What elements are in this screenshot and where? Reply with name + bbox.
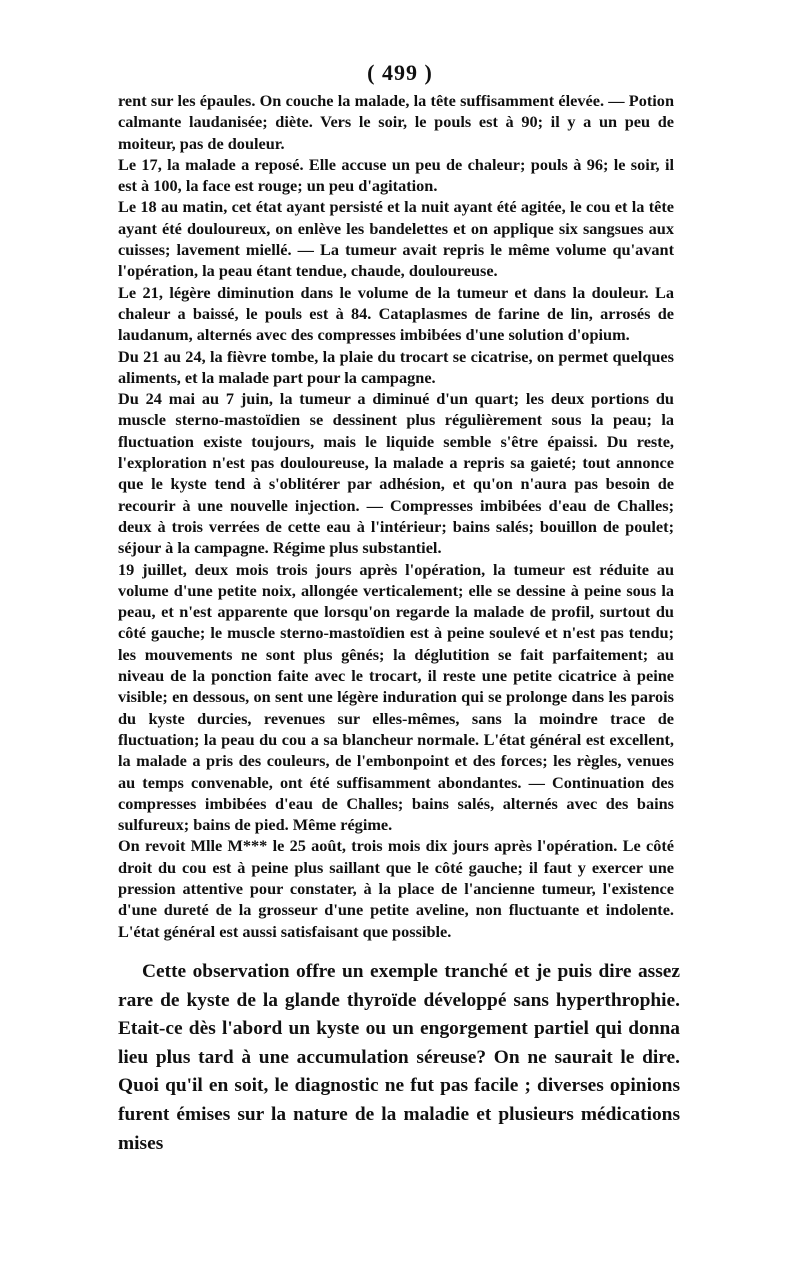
commentary-paragraph: Cette observation offre un exemple tranché et je puis dire assez rare de kyste de la glande thyroïde développé sans hyperthrophie. Etait-ce dès l'abord un kyste ou un engorgement partiel qui donna lieu plus tard à une accumulation séreuse? On ne saurait le dire. Quoi qu'il en soit, le diagnostic ne fut pas facile ; diverses opinions furent émises sur la nature de la maladie et plusieurs médications mises — [118, 961, 680, 1154]
obs-paragraph-day-18: Le 18 au matin, cet état ayant persisté et la nuit ayant été agitée, le cou et la tête ayant été douloureux, on enlève les bandelettes et on applique six sangsues aux cuisses; lavement miellé. — La tumeur avait repris le même volume qu'avant l'opération, la peau étant tendue, chaude, douloureuse. — [118, 197, 674, 281]
obs-paragraph-day-21: Le 21, légère diminution dans le volume de la tumeur et dans la douleur. La chaleur a baissé, le pouls est à 84. Cataplasmes de farine de lin, arrosés de laudanum, alternés avec des compresses imbibées d'une solution d'opium. — [118, 282, 674, 345]
obs-paragraph-july-19: 19 juillet, deux mois trois jours après l'opération, la tumeur est réduite au volume d'une petite noix, allongée verticalement; elle se dessine à peine sous la peau, et n'est apparente que lorsqu'on regarde la malade de profil, surtout du côté gauche; le muscle sterno-mastoïdien est à peine soulevé et n'est pas tendu; les mouvements ne sont plus gênés; la déglutition se fait parfaitement; au niveau de la ponction faite avec le trocart, il reste une petite cicatrice à peine visible; en dessous, on sent une légère induration qui se prolonge dans les parois du kyste durcies, revenues sur elles-mêmes, sans la moindre trace de fluctuation; la peau du cou a sa blancheur normale. L'état général est excellent, la malade a pris des couleurs, de l'embonpoint et des forces; les règles, venues au temps convenable, ont été suffisamment abondantes. — Continuation des compresses imbibées d'eau de Challes; bains salés, alternés avec des bains sulfureux; bains de pied. Même régime. — [118, 559, 674, 835]
obs-paragraph-may-june: Du 24 mai au 7 juin, la tumeur a diminué d'un quart; les deux portions du muscle sterno-mastoïdien se dessinent plus régulièrement sous la peau; la fluctuation existe toujours, mais le liquide semble s'être épaissi. Du reste, l'exploration n'est pas douloureuse, la malade a repris sa gaieté; tout annonce que le kyste tend à s'oblitérer par adhésion, et qu'on n'aura pas besoin de recourir à une nouvelle injection. — Compresses imbibées d'eau de Challes; deux à trois verrées de cette eau à l'intérieur; bains salés; bouillon de poulet; séjour à la campagne. Régime plus substantiel. — [118, 389, 674, 558]
obs-paragraph-days-21-24: Du 21 au 24, la fièvre tombe, la plaie du trocart se cicatrise, on permet quelques aliments, et la malade part pour la campagne. — [118, 346, 674, 387]
obs-paragraph-august-25: On revoit Mlle M*** le 25 août, trois mois dix jours après l'opération. Le côté droit du cou est à peine plus saillant que le côté gauche; il faut y exercer une pression attentive pour constater, à la place de l'ancienne tumeur, l'existence d'une dureté de la grosseur d'une petite aveline, non fluctuante et indolente. L'état général est aussi satisfaisant que possible. — [118, 836, 674, 941]
observation-section — [118, 90, 674, 942]
page-number: ( 499 ) — [367, 60, 433, 85]
obs-paragraph-day-17: Le 17, la malade a reposé. Elle accuse un peu de chaleur; pouls à 96; le soir, il est à 100, la face est rouge; un peu d'agitation. — [118, 154, 674, 196]
obs-paragraph-continued: rent sur les épaules. On couche la malade, la tête suffisamment élevée. — Potion calmante laudanisée; diète. Vers le soir, le pouls est à 90; il y a un peu de moiteur, pas de douleur. — [118, 91, 674, 153]
commentary-section — [118, 958, 680, 1158]
